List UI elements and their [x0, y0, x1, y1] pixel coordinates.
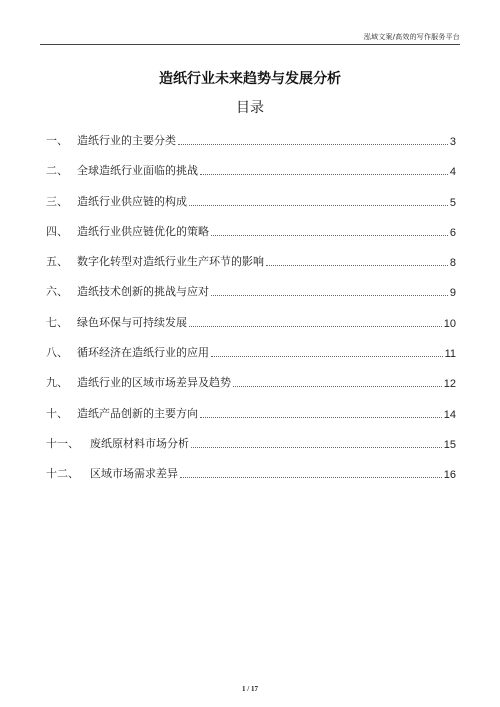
- toc-entry-page: 15: [443, 438, 456, 451]
- toc-entry-title: 区域市场需求差异: [90, 467, 178, 481]
- header-divider: [40, 44, 460, 45]
- toc-entry-page: 14: [443, 408, 456, 421]
- toc-leader-dots: [178, 144, 448, 145]
- toc-entry[interactable]: [46, 128, 456, 148]
- toc-entry-title: 造纸行业供应链优化的策略: [77, 224, 209, 238]
- toc-entry-title: 废纸原材料市场分析: [90, 436, 189, 450]
- toc-entry[interactable]: [46, 401, 456, 421]
- toc-leader-dots: [191, 447, 442, 448]
- toc-entry[interactable]: [46, 249, 456, 269]
- toc-entry-page: 11: [444, 348, 456, 361]
- toc-entry-number: 四、: [46, 224, 68, 238]
- header-brand: 泓域文案/高效的写作服务平台: [363, 33, 460, 41]
- toc-entry[interactable]: [46, 310, 456, 330]
- toc-entry[interactable]: [46, 340, 456, 360]
- toc-entry-number: 五、: [46, 255, 68, 269]
- page-indicator: 1 / 17: [242, 685, 258, 693]
- toc-leader-dots: [180, 477, 442, 478]
- toc-entry[interactable]: [46, 219, 456, 239]
- toc-entry[interactable]: [46, 189, 456, 209]
- toc-entry[interactable]: [46, 431, 456, 451]
- toc-leader-dots: [266, 265, 448, 266]
- toc-entry-page: 8: [449, 257, 456, 270]
- toc-entry[interactable]: [46, 370, 456, 390]
- toc-leader-dots: [233, 386, 442, 387]
- toc-entry-title: 造纸产品创新的主要方向: [77, 406, 198, 420]
- document-title: 造纸行业未来趋势与发展分析: [159, 71, 341, 87]
- toc-leader-dots: [200, 174, 448, 175]
- toc-entry-page: 12: [443, 378, 456, 391]
- toc-entry-number: 七、: [46, 315, 68, 329]
- toc-entry[interactable]: [46, 461, 456, 481]
- toc-entry-number: 三、: [46, 194, 68, 208]
- toc-entry-title: 全球造纸行业面临的挑战: [77, 164, 198, 178]
- toc-entry-title: 造纸行业供应链的构成: [77, 194, 187, 208]
- toc-entry-title: 造纸行业的区域市场差异及趋势: [77, 376, 231, 390]
- toc-leader-dots: [200, 417, 442, 418]
- toc-entry-title: 绿色环保与可持续发展: [77, 315, 187, 329]
- toc-entry-number: 十、: [46, 406, 68, 420]
- toc-entry-title: 循环经济在造纸行业的应用: [77, 346, 209, 360]
- toc-entry[interactable]: [46, 279, 456, 299]
- toc-leader-dots: [211, 356, 443, 357]
- toc-entry-number: 一、: [46, 134, 68, 147]
- toc-leader-dots: [189, 205, 448, 206]
- toc-entry-number: 十一、: [46, 436, 79, 450]
- toc-entry[interactable]: [46, 158, 456, 178]
- table-of-contents: [46, 128, 456, 492]
- toc-entry-page: 9: [449, 287, 456, 300]
- toc-entry-page: 5: [449, 196, 456, 209]
- toc-entry-number: 二、: [46, 164, 68, 178]
- toc-leader-dots: [211, 295, 448, 296]
- toc-entry-title: 数字化转型对造纸行业生产环节的影响: [77, 255, 264, 269]
- toc-entry-title: 造纸行业的主要分类: [77, 134, 176, 147]
- toc-entry-page: 6: [449, 226, 456, 239]
- toc-entry-page: 3: [449, 136, 456, 148]
- toc-entry-page: 10: [443, 317, 456, 330]
- toc-entry-page: 4: [449, 166, 456, 179]
- toc-heading: 目录: [236, 100, 264, 116]
- toc-entry-title: 造纸技术创新的挑战与应对: [77, 285, 209, 299]
- toc-leader-dots: [189, 326, 442, 327]
- toc-entry-number: 八、: [46, 346, 68, 360]
- toc-entry-page: 16: [443, 469, 456, 482]
- toc-leader-dots: [211, 235, 448, 236]
- toc-entry-number: 九、: [46, 376, 68, 390]
- toc-entry-number: 十二、: [46, 467, 79, 481]
- toc-entry-number: 六、: [46, 285, 68, 299]
